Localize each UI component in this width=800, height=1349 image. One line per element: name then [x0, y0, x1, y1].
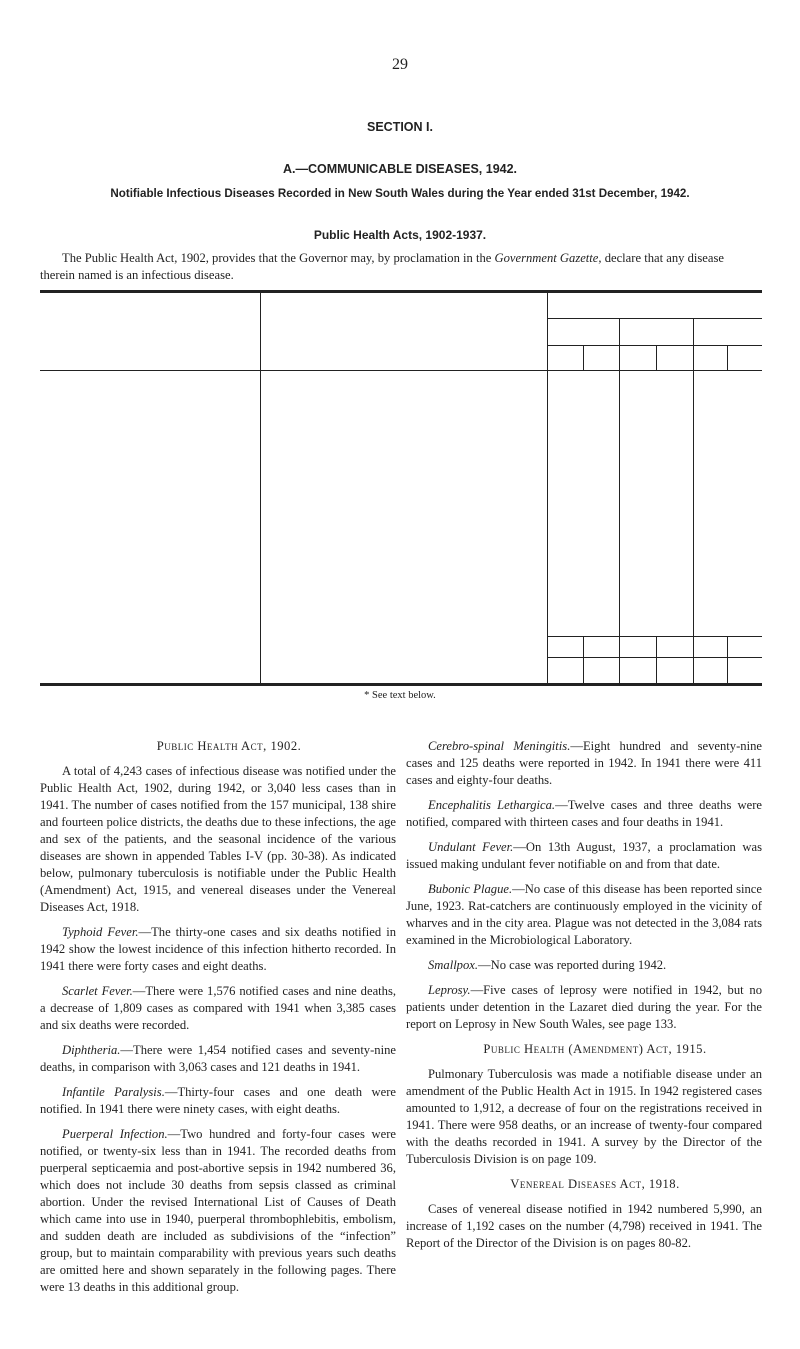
intro-text: The Public Health Act, 1902, provides that the Governor may, by proclamation in the: [62, 251, 495, 265]
header-rule: [547, 318, 762, 319]
paragraph-lead: Leprosy.: [428, 983, 471, 997]
column-heading: Venereal Diseases Act, 1918.: [510, 1177, 680, 1191]
body-paragraph: [40, 1042, 396, 1076]
body-paragraph: [40, 763, 396, 916]
column-divider: [583, 636, 584, 683]
intro-gazette: Government Gazette,: [494, 251, 602, 265]
body-paragraph: [406, 797, 762, 831]
column-divider: [583, 345, 584, 370]
paragraph-text: Cases of venereal disease notified in 1942 numbered 5,990, an increase of 1,192 cases on the number (4,798) received in 1941. The Report of the Director of the Division is on pages 80-82.: [406, 1202, 762, 1250]
body-paragraph: [406, 1066, 762, 1168]
column-heading: Public Health Act, 1902.: [156, 739, 302, 753]
intro-text-end: declare that any disease therein named is an infectious disease.: [40, 251, 724, 282]
header-rule: [547, 345, 762, 346]
intro-paragraph: [40, 250, 762, 284]
acts-heading: Public Health Acts, 1902-1937.: [313, 228, 487, 242]
paragraph-text: —The thirty-one cases and six deaths notified in 1942 show the lowest incidence of this infection hitherto recorded. In 1941 there were forty cases and eight deaths.: [40, 925, 397, 973]
paragraph-text: —Twelve cases and three deaths were notified, compared with thirteen cases and four deaths in 1941.: [406, 798, 762, 829]
paragraph-text: —No case of this disease has been reported since June, 1923. Rat-catchers are continuously employed in the vicinity of wharves and in the city area. Plague was not detected in the 3,084 rats examined in the Microbiological Laboratory.: [406, 882, 762, 947]
paragraph-lead: Cerebro-spinal Meningitis.: [428, 739, 571, 753]
section-heading: SECTION I.: [367, 120, 433, 134]
table-bottom-rule: [40, 683, 762, 686]
paragraph-lead: Encephalitis Lethargica.: [428, 798, 556, 812]
paragraph-lead: Puerperal Infection.: [62, 1127, 168, 1141]
paragraph-lead: Infantile Paralysis.: [62, 1085, 165, 1099]
paragraph-text: Pulmonary Tuberculosis was made a notifiable disease under an amendment of the Public Health Act in 1915. In 1942 registered cases amounted to 1,912, a decrease of four on the registrations received in 1941. There were 958 deaths, or an increase of twenty-four compared with the deaths recorded in 1941. A survey by the Director of the Tuberculosis Division is on page 109.: [406, 1067, 762, 1166]
paragraph-text: —Two hundred and forty-four cases were notified, or twenty-six less than in 1941. The recorded deaths from puerperal septicaemia and post-abortive sepsis in 1942 numbered 36, which does not include 30 deaths from sepsis classed as criminal abortion. Under the revised International List of Causes of Death which came into use in 1940, puerperal thrombophlebitis, embolism, and sudden death are included as subdivisions of the “infection” group, but to maintain comparability with previous years such deaths are omitted here and shown separately in the following pages. There were 13 deaths in this additional group.: [40, 1127, 396, 1294]
subheading: A.—COMMUNICABLE DISEASES, 1942.: [282, 162, 518, 176]
column-divider: [547, 290, 548, 683]
paragraph-text: —There were 1,454 notified cases and seventy-nine deaths, in comparison with 3,063 cases and 121 deaths in 1941.: [40, 1043, 396, 1074]
left-column: [40, 738, 396, 1304]
paragraph-text: A total of 4,243 cases of infectious disease was notified under the Public Health Act, 1902, during 1942, or 3,040 less cases than in 1941. The number of cases notified from the 157 municipal, 138 shire and fourteen police districts, the deaths due to these infections, the age and sex of the patients, and the seasonal incidence of the various diseases are shown in appended Tables I-V (pp. 30-38). As indicated below, pulmonary tuberculosis is notifiable under the Public Health (Amendment) Act, 1915, and venereal diseases under the Venereal Diseases Act, 1918.: [40, 764, 396, 914]
notifiable-heading: Notifiable Infectious Diseases Recorded in New South Wales during the Year ended 31st December, 1942.: [110, 187, 690, 200]
body-paragraph: [406, 738, 762, 789]
column-divider: [656, 636, 657, 683]
body-paragraph: [40, 983, 396, 1034]
paragraph-lead: Scarlet Fever.: [62, 984, 133, 998]
column-divider: [619, 318, 620, 683]
paragraph-lead: Smallpox.: [428, 958, 479, 972]
paragraph-text: —Five cases of leprosy were notified in 1942, but no patients under detention in the Lazaret died during the year. For the report on Leprosy in New South Wales, see page 133.: [406, 983, 762, 1031]
column-divider: [693, 318, 694, 683]
body-paragraph: [40, 924, 396, 975]
paragraph-text: —There were 1,576 notified cases and nine deaths, a decrease of 1,809 cases as compared with 1941 when 3,385 cases and six deaths were recorded.: [40, 984, 397, 1032]
body-paragraph: [406, 982, 762, 1033]
paragraph-text: —Eight hundred and seventy-nine cases and 125 deaths were reported in 1942. In 1941 there were 411 cases and eighty-four deaths.: [406, 739, 762, 787]
column-divider: [727, 636, 728, 683]
column-divider: [656, 345, 657, 370]
body-paragraph: [406, 839, 762, 873]
page-number: 29: [392, 56, 408, 73]
paragraph-text: —No case was reported during 1942.: [478, 958, 667, 972]
paragraph-text: —Thirty-four cases and one death were notified. In 1941 there were ninety cases, with eight deaths.: [40, 1085, 396, 1116]
total-rule: [547, 657, 762, 658]
paragraph-lead: Bubonic Plague.: [428, 882, 513, 896]
right-column: [406, 738, 762, 1260]
body-paragraph: [406, 881, 762, 949]
body-paragraph: [406, 957, 762, 974]
total-rule: [547, 636, 762, 637]
paragraph-lead: Typhoid Fever.: [62, 925, 139, 939]
body-paragraph: [406, 1201, 762, 1252]
table-top-rule: [40, 290, 762, 293]
column-divider: [727, 345, 728, 370]
footnote: * See text below.: [364, 690, 436, 701]
paragraph-lead: Undulant Fever.: [428, 840, 514, 854]
column-divider: [260, 290, 261, 683]
body-paragraph: [40, 1126, 396, 1296]
paragraph-lead: Diphtheria.: [62, 1043, 121, 1057]
table-header-rule: [40, 370, 762, 371]
column-heading: Public Health (Amendment) Act, 1915.: [483, 1042, 707, 1056]
body-paragraph: [40, 1084, 396, 1118]
paragraph-text: —On 13th August, 1937, a proclamation was issued making undulant fever notifiable on and from that date.: [406, 840, 763, 871]
